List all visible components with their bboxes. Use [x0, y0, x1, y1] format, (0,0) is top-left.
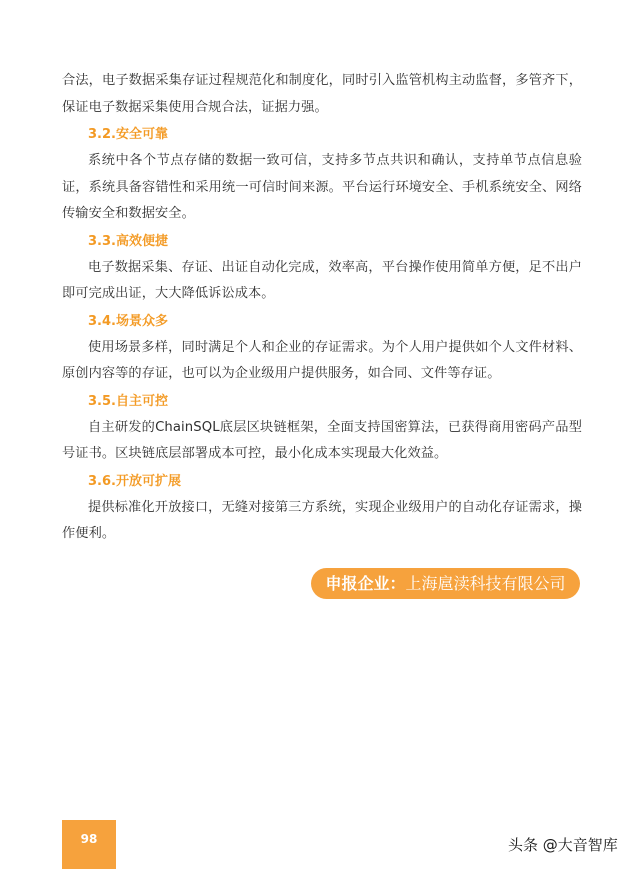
section-heading: 3.6.开放可扩展	[88, 473, 181, 489]
section-heading: 3.5.自主可控	[88, 393, 168, 409]
section-3-3	[62, 229, 582, 308]
declaring-company-banner	[311, 568, 580, 599]
page-number: 98	[62, 820, 116, 869]
section-heading: 3.4.场景众多	[88, 313, 168, 329]
section-paragraph: 使用场景多样，同时满足个人和企业的存证需求。为个人用户提供如个人文件材料、原创内容等的存证，也可以为企业级用户提供服务，如合同、文件等存证。	[62, 339, 582, 381]
section-paragraph: 自主研发的ChainSQL底层区块链框架，全面支持国密算法，已获得商用密码产品型号证书。区块链底层部署成本可控，最小化成本实现最大化效益。	[62, 419, 582, 461]
section-paragraph: 系统中各个节点存储的数据一致可信，支持多节点共识和确认，支持单节点信息验证，系统具备容错性和采用统一可信时间来源。平台运行环境安全、手机系统安全、网络传输安全和数据安全。	[62, 153, 582, 221]
section-3-2	[62, 122, 582, 228]
section-3-6	[62, 469, 582, 548]
section-paragraph: 电子数据采集、存证、出证自动化完成，效率高，平台操作使用简单方便，足不出户即可完成出证，大大降低诉讼成本。	[62, 259, 582, 301]
section-paragraph: 提供标准化开放接口，无缝对接第三方系统，实现企业级用户的自动化存证需求，操作便利。	[62, 499, 582, 541]
watermark: 头条 @大音智库	[508, 836, 618, 854]
document-body	[62, 68, 582, 548]
section-heading: 3.2.安全可靠	[88, 127, 168, 142]
declaration-label: 申报企业：	[325, 574, 406, 593]
section-3-5	[62, 389, 582, 468]
section-3-4	[62, 309, 582, 388]
declaration-company: 上海扈渎科技有限公司	[405, 574, 566, 593]
section-heading: 3.3.高效便捷	[88, 233, 168, 249]
intro-paragraph: 合法，电子数据采集存证过程规范化和制度化，同时引入监管机构主动监督，多管齐下，保证电子数据采集使用合规合法，证据力强。	[62, 73, 582, 115]
